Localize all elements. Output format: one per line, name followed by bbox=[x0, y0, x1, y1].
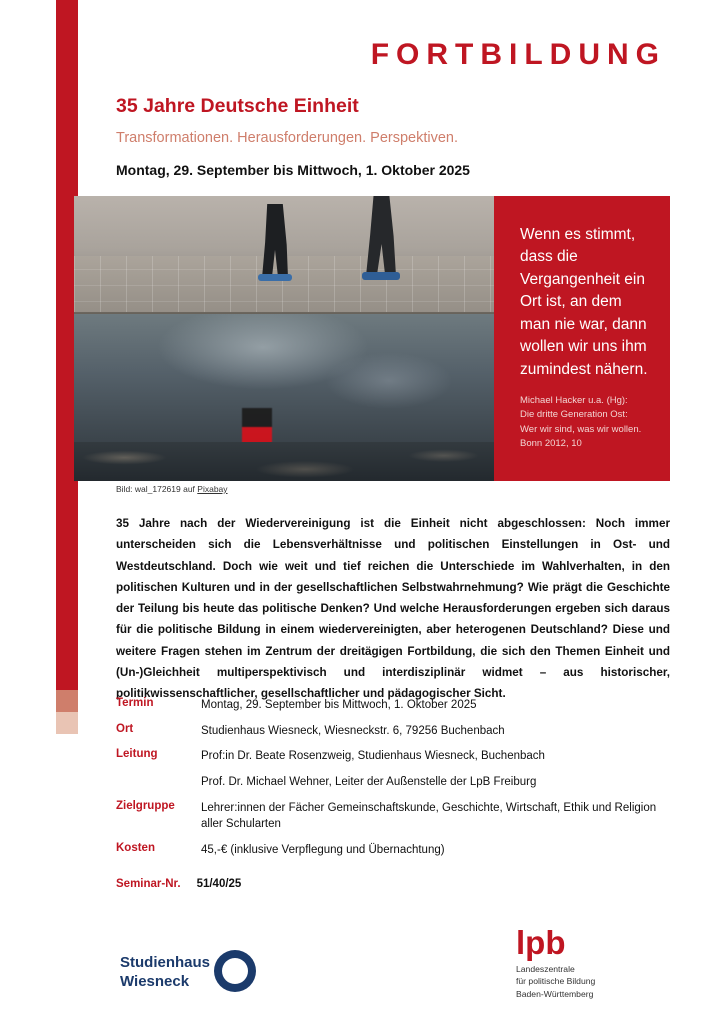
studienhaus-wordmark bbox=[120, 954, 210, 992]
studienhaus-line-1: Studienhaus bbox=[120, 954, 211, 971]
studienhaus-spiral-icon bbox=[204, 940, 266, 1002]
detail-row-kosten bbox=[116, 842, 676, 859]
detail-label: Kosten bbox=[116, 842, 155, 855]
page-subtitle: Transformationen. Herausforderungen. Perspektiven. bbox=[116, 130, 459, 146]
color-bar-white bbox=[56, 734, 78, 1024]
photo-shoe-left bbox=[258, 274, 292, 281]
detail-value: Lehrer:innen der Fächer Gemeinschaftskunde, Geschichte, Wirtschaft, Ethik und Religion aller Schularten bbox=[201, 801, 657, 831]
lpb-logo bbox=[516, 926, 686, 1000]
quote-source-line-1: Michael Hacker u.a. (Hg): bbox=[520, 395, 628, 406]
detail-value: Prof. Dr. Michael Wehner, Leiter der Außenstelle der LpB Freiburg bbox=[201, 776, 537, 789]
studienhaus-line-2: Wiesneck bbox=[120, 972, 190, 990]
seminar-number-label: Seminar-Nr. bbox=[116, 878, 181, 890]
detail-row-leitung-2 bbox=[116, 774, 676, 791]
quote-box bbox=[494, 196, 670, 481]
quote-source-line-3: Wer wir sind, was wir wollen. bbox=[520, 423, 642, 435]
image-credit-prefix: Bild: wal_172619 auf bbox=[116, 484, 198, 494]
detail-value: Montag, 29. September bis Mittwoch, 1. Oktober 2025 bbox=[201, 699, 477, 711]
color-bar-peach bbox=[56, 712, 78, 734]
photo-shoe-right bbox=[362, 272, 400, 280]
details-list bbox=[116, 697, 676, 868]
quote-source bbox=[520, 394, 641, 451]
page-title: 35 Jahre Deutsche Einheit bbox=[116, 95, 359, 117]
hero-photo bbox=[74, 196, 494, 481]
lpb-sub-line-2: für politische Bildung bbox=[516, 976, 596, 987]
document-kicker: FORTBILDUNG bbox=[370, 38, 666, 71]
lpb-subtitle bbox=[516, 963, 686, 1000]
quote-source-line-4: Bonn 2012, 10 bbox=[520, 437, 582, 449]
detail-value: Prof:in Dr. Beate Rosenzweig, Studienhaus Wiesneck, Buchenbach bbox=[201, 750, 545, 763]
color-bar-salmon bbox=[56, 690, 78, 712]
seminar-number bbox=[116, 878, 241, 890]
detail-row-termin bbox=[116, 697, 676, 714]
quote-source-line-2: Die dritte Generation Ost: bbox=[520, 409, 628, 421]
lpb-wordmark: lpb bbox=[516, 924, 566, 961]
lpb-sub-line-1: Landeszentrale bbox=[516, 964, 575, 974]
lpb-sub-line-3: Baden-Württemberg bbox=[516, 988, 594, 999]
detail-label: Ort bbox=[116, 722, 134, 735]
detail-label: Zielgruppe bbox=[116, 799, 175, 812]
detail-label: Leitung bbox=[116, 748, 158, 761]
studienhaus-logo bbox=[120, 944, 280, 1000]
image-credit bbox=[116, 484, 228, 494]
detail-row-zielgruppe bbox=[116, 800, 676, 833]
detail-row-ort bbox=[116, 723, 676, 740]
pixabay-link[interactable]: Pixabay bbox=[197, 484, 228, 494]
quote-text: Wenn es stimmt, dass die Vergangenheit ein Ort ist, an dem man nie war, dann wollen wir uns ihm zumindest nähern. bbox=[520, 226, 648, 378]
detail-value: Studienhaus Wiesneck, Wiesneckstr. 6, 79256 Buchenbach bbox=[201, 724, 505, 737]
seminar-number-value: 51/40/25 bbox=[196, 878, 242, 890]
left-color-bar bbox=[56, 0, 78, 1024]
body-text: 35 Jahre nach der Wiedervereinigung ist die Einheit nicht abgeschlossen: Noch immer unterscheiden sich die Lebensverhältnisse und politischen Einstellungen in Ost- und Westdeutschland. Doch wie weit und tief reichen die Unterschiede im Wahlverhalten, in den politischen Kulturen und in der gesellschaftlichen Selbstwahrnehmung? Wie prägt die Geschichte der Teilung bis heute das politische Denken? Und welche Herausforderungen ergeben sich daraus für die politische Bildung in einem wiedervereinigten, aber heterogenen Deutschland? Diese und weitere Fragen stehen im Zentrum der dreitägigen Fortbildung, die sich den Themen Einheit und (Un-)Gleichheit multiperspektivisch und interdisziplinär widmet – aus historischer, politikwissenschaftlicher, gesellschaftlicher und pädagogischer Sicht. bbox=[116, 517, 670, 701]
detail-label: Termin bbox=[116, 697, 154, 709]
detail-value: 45,-€ (inklusive Verpflegung und Übernachtung) bbox=[201, 844, 445, 857]
photo-foreground bbox=[74, 442, 494, 481]
detail-row-leitung bbox=[116, 748, 676, 765]
event-dateline: Montag, 29. September bis Mittwoch, 1. Oktober 2025 bbox=[116, 162, 470, 178]
